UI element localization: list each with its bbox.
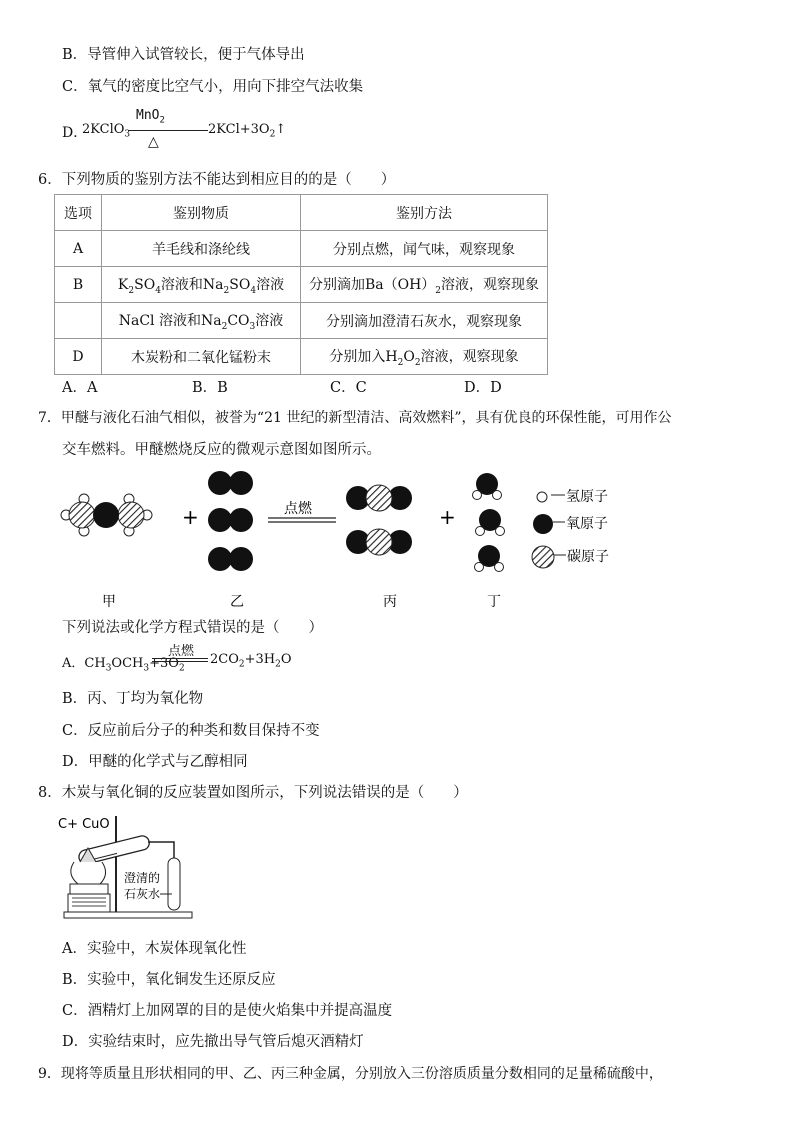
q6-choice-a: A．A xyxy=(62,380,98,396)
header-method: 鉴别方法 xyxy=(301,195,548,231)
q5-option-c: C．氧气的密度比空气小，用向下排空气法收集 xyxy=(62,79,364,95)
q5-d-reaction-bar xyxy=(128,130,208,131)
q7-stem-line1: 7．甲醚与液化石油气相似，被誉为“21 世纪的新型清洁、高效燃料”，具有优良的环保性能，可用作公 xyxy=(38,410,672,426)
option-cell: D xyxy=(55,339,102,375)
plus-sign: + xyxy=(439,505,456,529)
molecule-water xyxy=(473,473,505,572)
q7-a-condition: 点燃 xyxy=(168,644,195,659)
q6-choice-d: D．D xyxy=(464,380,502,396)
molecule-carbon-dioxide xyxy=(346,485,412,555)
q6-table xyxy=(54,194,548,375)
q8-apparatus-diagram xyxy=(56,812,196,924)
option-cell: B xyxy=(55,267,102,303)
q5-option-b: B．导管伸入试管较长，便于气体导出 xyxy=(62,47,305,63)
method-cell: 分别滴加$Ba(OH)_2$溶液，观察现象 xyxy=(301,267,548,303)
label-jia: 甲 xyxy=(102,594,116,610)
q7-stem-line2: 交车燃料。甲醚燃烧反应的微观示意图如图所示。 xyxy=(62,442,381,458)
label-reagent: C+ CuO xyxy=(58,817,110,832)
table-header-row xyxy=(55,195,548,231)
label-limewater-1: 澄清的 xyxy=(124,871,161,885)
q7-molecular-diagram xyxy=(50,462,650,612)
q5-d-lhs: 2KClO$_3$ xyxy=(82,122,131,140)
q7-option-b: B．丙、丁均为氧化物 xyxy=(62,691,204,707)
q6-stem: 6．下列物质的鉴别方法不能达到相应目的的是（ ） xyxy=(38,172,396,188)
q7-a-bar xyxy=(152,658,208,659)
q5-d-catalyst: MnO$_2$ xyxy=(136,108,165,126)
molecule-oxygen xyxy=(208,471,253,571)
q6-choice-b: B．B xyxy=(192,380,228,396)
q8-stem: 8．木炭与氧化铜的反应装置如图所示，下列说法错误的是（ ） xyxy=(38,785,468,801)
q8-option-b: B．实验中，氧化铜发生还原反应 xyxy=(62,972,276,988)
substances-cell: 木炭粉和二氧化锰粉末 xyxy=(102,339,301,375)
label-yi: 乙 xyxy=(230,594,244,610)
q9-stem: 9．现将等质量且形状相同的甲、乙、丙三种金属，分别放入三份溶质质量分数相同的足量稀硫酸中， xyxy=(38,1066,663,1082)
substances-cell: $K_2SO_4$溶液和$Na_2SO_4$溶液 xyxy=(102,267,301,303)
q7-ask: 下列说法或化学方程式错误的是（ ） xyxy=(62,620,323,636)
q5-d-label: D． xyxy=(62,125,88,141)
option-cell xyxy=(55,303,102,339)
table-row xyxy=(55,303,548,339)
q8-option-a: A．实验中，木炭体现氧化性 xyxy=(62,941,247,957)
q7-a-lhs: A．$CH_3OCH_3+3O_2$ xyxy=(62,656,185,674)
q8-option-d: D．实验结束时，应先撤出导气管后熄灭酒精灯 xyxy=(62,1034,364,1050)
substances-cell: 羊毛线和涤纶线 xyxy=(102,231,301,267)
q7-option-d: D．甲醚的化学式与乙醇相同 xyxy=(62,754,248,770)
table-row xyxy=(55,267,548,303)
method-cell: 分别点燃，闻气味，观察现象 xyxy=(301,231,548,267)
q7-a-bar xyxy=(152,661,208,662)
plus-sign: + xyxy=(182,505,199,529)
legend-carbon: 碳原子 xyxy=(567,549,609,565)
molecule-dimethyl-ether xyxy=(61,494,152,536)
q5-d-rhs: $2KCl+3O_2↑$ xyxy=(208,122,287,140)
label-bing: 丙 xyxy=(383,594,397,610)
method-cell: 分别滴加澄清石灰水，观察现象 xyxy=(301,303,548,339)
reaction-condition: 点燃 xyxy=(284,501,312,517)
table-row xyxy=(55,339,548,375)
header-substances: 鉴别物质 xyxy=(102,195,301,231)
legend-oxygen: 氧原子 xyxy=(566,516,608,532)
q7-option-c: C．反应前后分子的种类和数目保持不变 xyxy=(62,723,320,739)
legend xyxy=(532,489,609,568)
q5-d-heat-symbol: △ xyxy=(148,134,159,150)
table-row xyxy=(55,231,548,267)
label-ding: 丁 xyxy=(487,594,501,610)
q8-option-c: C．酒精灯上加网罩的目的是使火焰集中并提高温度 xyxy=(62,1003,393,1019)
legend-hydrogen: 氢原子 xyxy=(566,489,608,505)
substances-cell: NaCl 溶液和$Na_2CO_3$溶液 xyxy=(102,303,301,339)
label-limewater-2: 石灰水 xyxy=(124,887,161,901)
header-option: 选项 xyxy=(55,195,102,231)
q7-a-rhs: $2CO_2+3H_2O$ xyxy=(210,652,292,670)
q6-choice-c: C．C xyxy=(330,380,367,396)
method-cell: 分别加入$H_2O_2$溶液，观察现象 xyxy=(301,339,548,375)
option-cell: A xyxy=(55,231,102,267)
